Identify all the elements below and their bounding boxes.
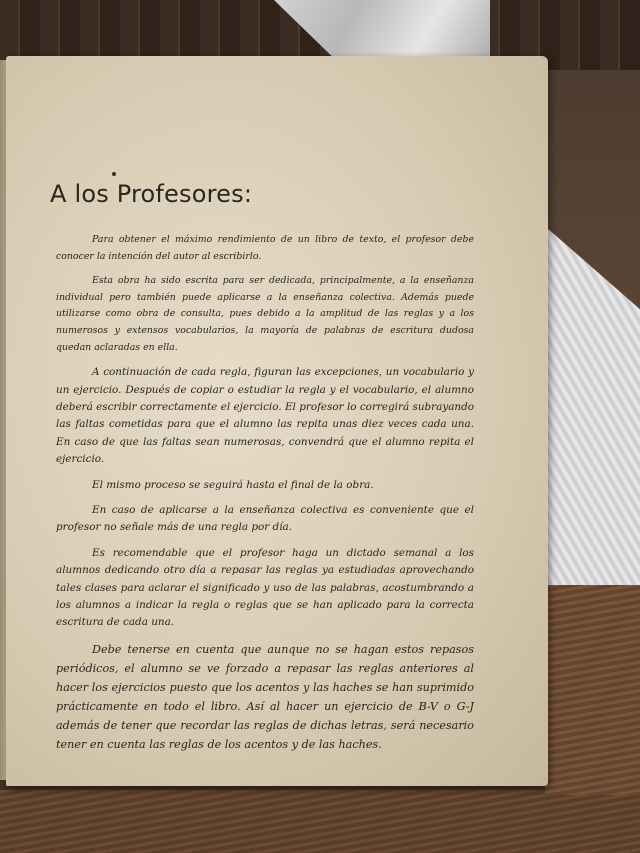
paragraph: El mismo proceso se seguirá hasta el final de la obra. (92, 478, 374, 491)
ink-mark (112, 172, 116, 176)
background-table-right (545, 585, 640, 795)
paragraph: Debe tenerse en cuenta que aunque no se hagan estos repasos periódicos, el alumno se ve forzado a repasar las reglas anteriores al hacer los ejercicios puesto que los acentos y las haches se han suprimido prácticamente en todo el libro. Así al hacer un ejercicio de B-V o G-J además de tener que recordar las reglas de dichas letras, será necesario tener en cuenta las reglas de los acentos y de las haches. (56, 642, 474, 751)
paragraph: En caso de aplicarse a la enseñanza colectiva es conveniente que el profesor no señale más de una regla por día. (56, 504, 474, 534)
background-table (0, 790, 640, 853)
paragraph: Esta obra ha sido escrita para ser dedicada, principalmente, a la enseñanza individual pero también puede aplicarse a la enseñanza colectiva. Además puede utilizarse como obra de consulta, pues debido a la amplitud de las reglas y a los numerosos y extensos vocabularios, la mayoría de palabras de escritura dudosa quedan aclaradas en ella. (56, 275, 474, 353)
paragraph: Para obtener el máximo rendimiento de un libro de texto, el profesor debe conocer la intención del autor al escribirlo. (56, 234, 474, 262)
paragraph: Es recomendable que el profesor haga un dictado semanal a los alumnos dedicando otro día a repasar las reglas ya estudiadas aprovechando tales clases para aclarar el significado y uso de las palabras, acostumbrando a los alumnos a indicar la regla o reglas que se han aplicado para la correcta escritura de cada una. (56, 546, 474, 629)
page-title: A los Profesores: (50, 180, 253, 208)
page-body (56, 232, 474, 762)
paragraph: A continuación de cada regla, figuran las excepciones, un vocabulario y un ejercicio. Después de copiar o estudiar la regla y el vocabulario, el alumno deberá escribir correctamente el ejercicio. El profesor lo corregirá subrayando las faltas cometidas para que el alumno las repita unas diez veces cada una. En caso de que las faltas sean numerosas, convendrá que el alumno repita el ejercicio. (56, 366, 474, 466)
